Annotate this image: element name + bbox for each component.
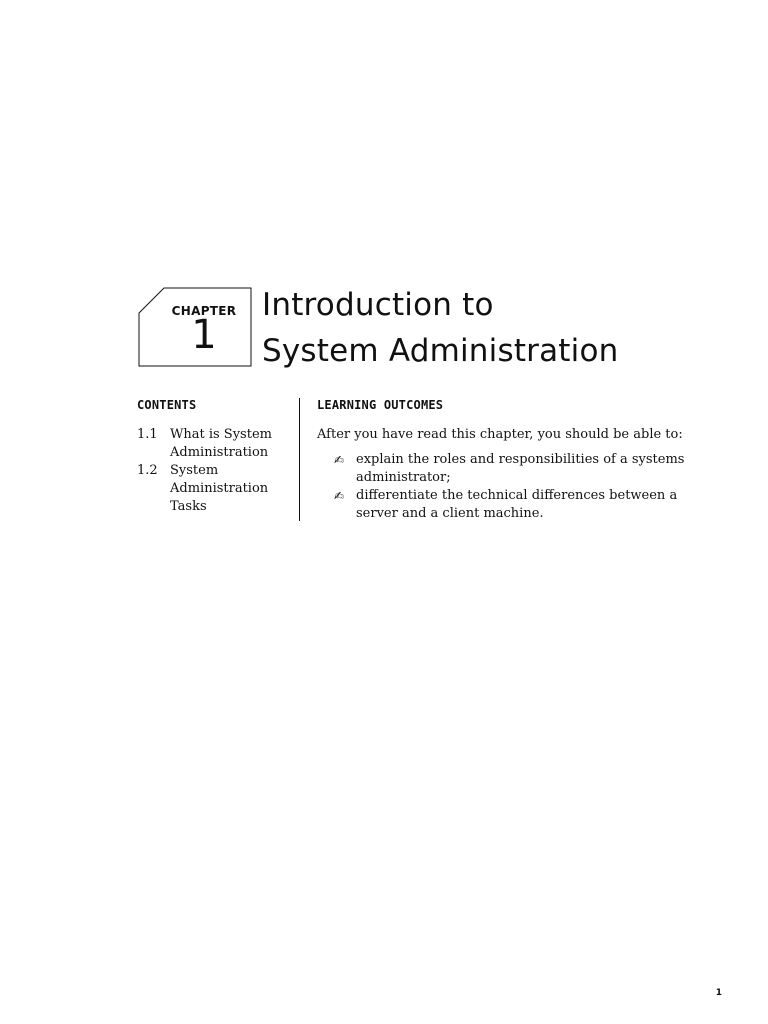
chapter-title — [262, 282, 619, 374]
outcome-item — [334, 487, 717, 523]
learning-outcomes-intro: After you have read this chapter, you should be able to: — [317, 427, 683, 442]
learning-outcomes-section — [317, 398, 717, 523]
toc-item-text: System Administration Tasks — [170, 463, 269, 514]
column-divider — [299, 398, 300, 521]
writing-hand-icon: ✍︎ — [334, 453, 345, 467]
toc-item-number: 1.2 — [137, 463, 158, 478]
contents-heading: CONTENTS — [137, 398, 197, 412]
chapter-title-line: Introduction to — [262, 287, 494, 323]
chapter-title-line: System Administration — [262, 333, 619, 369]
chapter-label: CHAPTER — [171, 304, 237, 318]
toc-item[interactable] — [137, 426, 292, 462]
contents-section — [137, 398, 292, 516]
chapter-number: 1 — [191, 312, 217, 358]
outcome-text: explain the roles and responsibilities of a systems administrator; — [356, 452, 685, 485]
outcome-text: differentiate the technical differences between a server and a client machine. — [356, 488, 678, 521]
outcome-item — [334, 451, 717, 487]
learning-outcomes-heading: LEARNING OUTCOMES — [317, 398, 444, 412]
toc-item[interactable] — [137, 462, 292, 516]
chapter-box — [138, 287, 252, 367]
toc-item-number: 1.1 — [137, 427, 158, 442]
writing-hand-icon: ✍︎ — [334, 489, 345, 503]
toc-item-text: What is System Administration — [170, 427, 272, 460]
page-number: 1 — [715, 988, 722, 998]
